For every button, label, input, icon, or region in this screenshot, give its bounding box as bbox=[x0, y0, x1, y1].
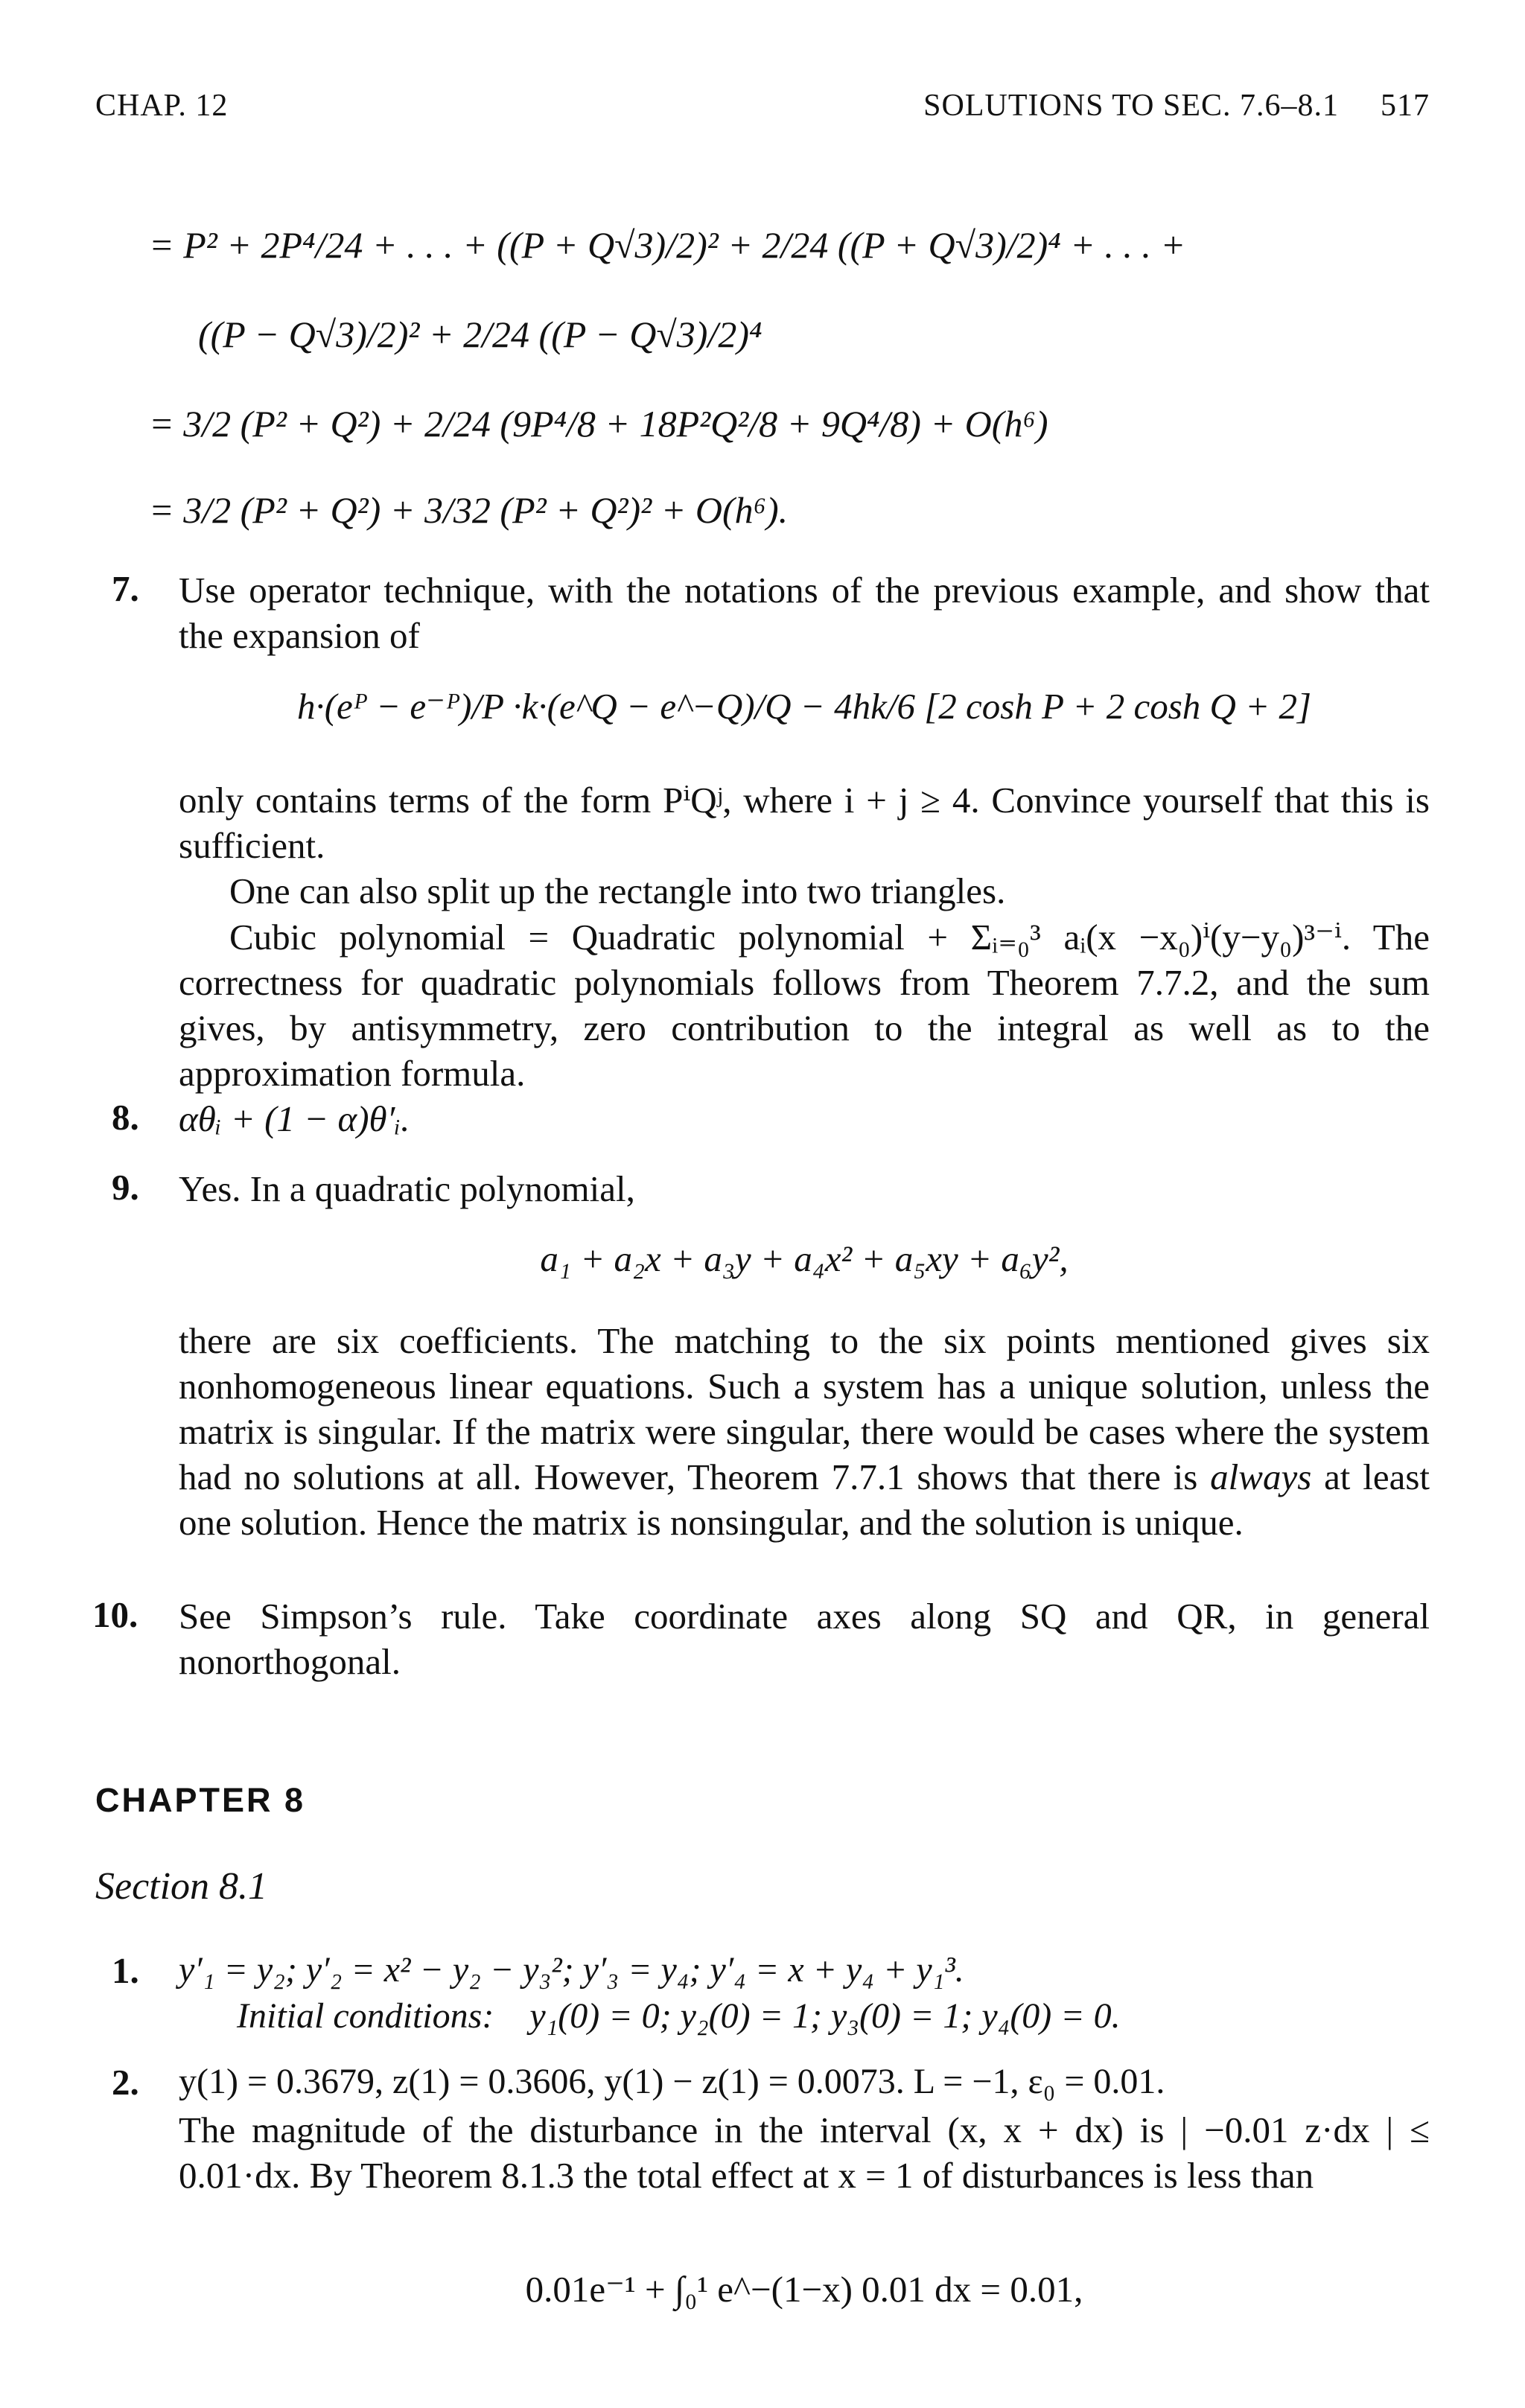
emphasis-always: always bbox=[1210, 1456, 1312, 1497]
page-number: 517 bbox=[1381, 89, 1430, 123]
item-7-paragraph-2: One can also split up the rectangle into two triangles. bbox=[229, 870, 1006, 911]
initial-conditions-label: Initial conditions: bbox=[237, 1996, 494, 2036]
item-9-paragraph: there are six coefficients. The matching to the six points mentioned gives six nonhomogeneous linear equations. Such a system has a unique solution, unless the matrix is singular. If the matrix were singular, there would be cases where the system had no solutions at all. However, Theorem 7.7.1 shows that there is always at least one solution. Hence the matrix is nonsingular, and the solution is unique. bbox=[179, 1320, 1430, 1543]
item-7-paragraph-1: only contains terms of the form PⁱQʲ, where i + j ≥ 4. Convince yourself that this is sufficient. bbox=[179, 780, 1430, 866]
item-8-text: αθᵢ + (1 − α)θ′ᵢ. bbox=[179, 1098, 410, 1139]
item-9-formula: a₁ + a₂x + a₃y + a₄x² + a₅xy + a₆y², bbox=[540, 1238, 1069, 1279]
item-7-number: 7. bbox=[112, 568, 139, 609]
item-8-number: 8. bbox=[112, 1097, 139, 1138]
item-7-paragraph-3: Cubic polynomial = Quadratic polynomial + Σᵢ₌₀³ aᵢ(x −x₀)ⁱ(y−y₀)³⁻ⁱ. The correctness for quadratic polynomials follows from Theorem 7.7.2, and the sum gives, by antisymmetry, zero contribution to the integral as well as to the approximation formula. bbox=[179, 917, 1430, 1094]
item-10-number: 10. bbox=[92, 1594, 139, 1635]
section-heading: Section 8.1 bbox=[95, 1865, 268, 1908]
equation-line-1: = P² + 2P⁴/24 + . . . + ((P + Q√3)/2)² + 2/24 ((P + Q√3)/2)⁴ + . . . + bbox=[149, 224, 1186, 266]
running-head-title: SOLUTIONS TO SEC. 7.6–8.1 bbox=[923, 89, 1339, 123]
item-9-number: 9. bbox=[112, 1167, 139, 1208]
running-head-chapter: CHAP. 12 bbox=[95, 89, 229, 123]
section-item-1-initial-conditions bbox=[237, 1995, 1121, 2036]
section-item-2-number: 2. bbox=[112, 2062, 139, 2103]
section-item-2-paragraph: The magnitude of the disturbance in the interval (x, x + dx) is | −0.01 z·dx | ≤ 0.01·dx. By Theorem 8.1.3 the total effect at x = 1 of disturbances is less than bbox=[179, 2109, 1430, 2196]
section-item-2-formula: 0.01e⁻¹ + ∫₀¹ e^−(1−x) 0.01 dx = 0.01, bbox=[525, 2269, 1083, 2310]
equation-line-3: = 3/2 (P² + Q²) + 2/24 (9P⁴/8 + 18P²Q²/8 + 9Q⁴/8) + O(h⁶) bbox=[149, 403, 1048, 445]
section-item-1-equations: y′₁ = y₂; y′₂ = x² − y₂ − y₃²; y′₃ = y₄; y′₄ = x + y₄ + y₁³. bbox=[179, 1950, 964, 1990]
item-7-intro: Use operator technique, with the notations of the previous example, and show that the expansion of bbox=[179, 570, 1430, 656]
running-head bbox=[923, 88, 1430, 124]
equation-line-4: = 3/2 (P² + Q²) + 3/32 (P² + Q²)² + O(h⁶). bbox=[149, 489, 789, 531]
item-9-intro: Yes. In a quadratic polynomial, bbox=[179, 1168, 635, 1209]
initial-conditions-values: y₁(0) = 0; y₂(0) = 1; y₃(0) = 1; y₄(0) = 0. bbox=[529, 1996, 1121, 2036]
section-item-1-number: 1. bbox=[112, 1950, 139, 1991]
item-7-formula: h·(eᴾ − e⁻ᴾ)/P ·k·(e^Q − e^−Q)/Q − 4hk/6 [2 cosh P + 2 cosh Q + 2] bbox=[296, 686, 1312, 727]
section-item-2-values: y(1) = 0.3679, z(1) = 0.3606, y(1) − z(1) = 0.0073. L = −1, ε₀ = 0.01. bbox=[179, 2062, 1165, 2101]
item-10-text: See Simpson’s rule. Take coordinate axes along SQ and QR, in general nonorthogonal. bbox=[179, 1596, 1430, 1682]
equation-line-2: ((P − Q√3)/2)² + 2/24 ((P − Q√3)/2)⁴ bbox=[198, 313, 762, 355]
chapter-heading: CHAPTER 8 bbox=[95, 1781, 306, 1819]
